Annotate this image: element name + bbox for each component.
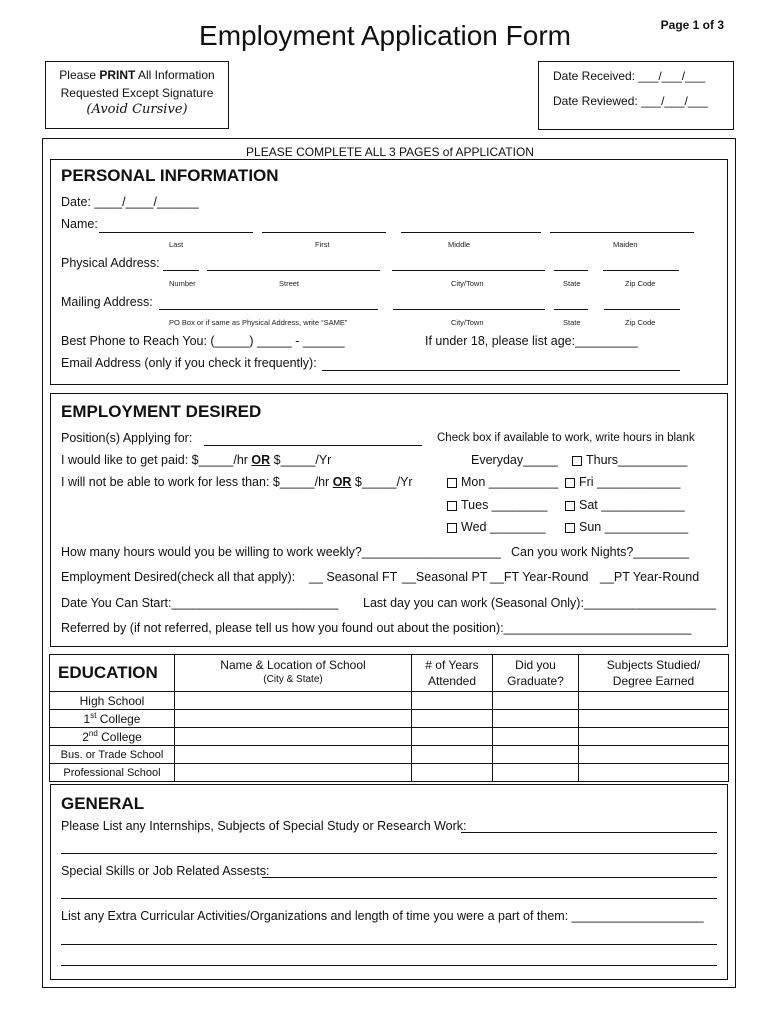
page-title: Employment Application Form xyxy=(199,20,571,51)
table-row xyxy=(50,710,729,728)
graduated-input[interactable] xyxy=(493,728,579,746)
graduated-input[interactable] xyxy=(493,746,579,764)
table-row xyxy=(50,746,729,764)
school-input[interactable] xyxy=(175,764,412,782)
table-row xyxy=(50,764,729,782)
row-label-trade-school: Bus. or Trade School xyxy=(50,746,175,764)
name-sub-first: First xyxy=(315,240,330,249)
years-column-subtitle: Attended xyxy=(427,674,477,688)
email-label: Email Address (only if you check it frequently): xyxy=(61,356,317,370)
activities-label[interactable]: List any Extra Curricular Activities/Organizations and length of time you were a part of them: ___________________ xyxy=(61,909,704,923)
education-table xyxy=(49,654,729,782)
school-column-header xyxy=(175,655,412,692)
graduated-input[interactable] xyxy=(493,764,579,782)
friday-field[interactable]: Fri ____________ xyxy=(565,475,680,489)
graduated-column-subtitle: Graduate? xyxy=(507,674,564,688)
skills-input-line-2[interactable] xyxy=(61,898,717,899)
school-input[interactable] xyxy=(175,692,412,710)
tuesday-field[interactable]: Tues ________ xyxy=(447,498,547,512)
seasonal-ft-option[interactable]: __ Seasonal FT xyxy=(309,570,398,584)
date-reviewed[interactable]: Date Reviewed: ___/___/___ xyxy=(553,94,708,108)
physical-state-input[interactable] xyxy=(554,270,588,271)
subjects-column-subtitle: Degree Earned xyxy=(612,674,695,688)
table-row xyxy=(50,728,729,746)
name-label: Name: xyxy=(61,217,98,231)
name-first-input[interactable] xyxy=(262,232,386,233)
instructions-line1: Please PRINT All Information xyxy=(59,68,215,82)
thursday-field[interactable]: Thurs__________ xyxy=(572,453,687,467)
activities-input-line-2[interactable] xyxy=(61,944,717,945)
physical-sub-number: Number xyxy=(169,279,196,288)
physical-number-input[interactable] xyxy=(163,270,199,271)
mailing-state-input[interactable] xyxy=(554,309,588,310)
subjects-input[interactable] xyxy=(579,746,729,764)
email-input[interactable] xyxy=(322,370,680,371)
physical-sub-street: Street xyxy=(279,279,300,288)
physical-sub-zip: Zip Code xyxy=(625,279,656,288)
row-label-2nd-college: 2nd College xyxy=(50,728,175,746)
physical-city-input[interactable] xyxy=(392,270,545,271)
friday-checkbox[interactable] xyxy=(565,478,575,488)
date-received[interactable]: Date Received: ___/___/___ xyxy=(553,69,706,83)
minimum-pay-field[interactable]: I will not be able to work for less than: $_____/hr OR $_____/Yr xyxy=(61,475,413,489)
school-column-title: Name & Location of School xyxy=(220,658,366,672)
education-header: EDUCATION xyxy=(58,663,158,682)
graduated-input[interactable] xyxy=(493,710,579,728)
thursday-checkbox[interactable] xyxy=(572,456,582,466)
last-day-field[interactable]: Last day you can work (Seasonal Only):___________________ xyxy=(363,596,717,610)
general-header: GENERAL xyxy=(61,794,145,813)
page-number: Page 1 of 3 xyxy=(660,18,724,32)
years-column-title: # of Years xyxy=(425,658,479,672)
physical-address-label: Physical Address: xyxy=(61,256,160,270)
internships-label: Please List any Internships, Subjects of Special Study or Research Work: xyxy=(61,819,467,833)
row-label-high-school: High School xyxy=(50,692,175,710)
physical-sub-city: City/Town xyxy=(451,279,484,288)
instructions-line3: (Avoid Cursive) xyxy=(86,102,188,117)
name-last-input[interactable] xyxy=(99,232,253,233)
education-header-cell xyxy=(50,655,175,692)
mailing-pobox-input[interactable] xyxy=(159,309,378,310)
saturday-checkbox[interactable] xyxy=(565,501,575,511)
wednesday-checkbox[interactable] xyxy=(447,523,457,533)
office-use-box xyxy=(538,61,734,130)
name-maiden-input[interactable] xyxy=(550,232,694,233)
name-sub-maiden: Maiden xyxy=(613,240,638,249)
mailing-city-input[interactable] xyxy=(393,309,545,310)
subjects-input[interactable] xyxy=(579,764,729,782)
under-18-age-field[interactable]: If under 18, please list age:_________ xyxy=(425,334,638,348)
availability-note: Check box if available to work, write hours in blank xyxy=(437,432,695,444)
subjects-column-header xyxy=(579,655,729,692)
mailing-sub-state: State xyxy=(563,318,581,327)
skills-label: Special Skills or Job Related Assests: xyxy=(61,864,270,878)
school-input[interactable] xyxy=(175,746,412,764)
mailing-sub-pobox: PO Box or if same as Physical Address, write “SAME” xyxy=(169,318,348,327)
school-column-subtitle: (City & State) xyxy=(263,674,323,685)
position-label: Position(s) Applying for: xyxy=(61,431,193,445)
sunday-field[interactable]: Sun ____________ xyxy=(565,520,688,534)
wednesday-field[interactable]: Wed ________ xyxy=(447,520,546,534)
years-column-header xyxy=(412,655,493,692)
mailing-zip-input[interactable] xyxy=(604,309,680,310)
internships-input-line-2[interactable] xyxy=(61,853,717,854)
date-field[interactable]: Date: ____/____/______ xyxy=(61,195,199,209)
employment-header: EMPLOYMENT DESIRED xyxy=(61,402,262,421)
ft-year-round-option[interactable]: __FT Year-Round xyxy=(490,570,589,584)
row-label-professional-school: Professional School xyxy=(50,764,175,782)
nights-field[interactable]: Can you work Nights?________ xyxy=(511,545,689,559)
internships-input[interactable] xyxy=(461,832,717,833)
activities-input-line-3[interactable] xyxy=(61,965,717,966)
table-row xyxy=(50,692,729,710)
graduated-column-header xyxy=(493,655,579,692)
mailing-address-label: Mailing Address: xyxy=(61,295,153,309)
name-middle-input[interactable] xyxy=(401,232,541,233)
desired-pay-field[interactable]: I would like to get paid: $_____/hr OR $_____/Yr xyxy=(61,453,332,467)
weekly-hours-field[interactable]: How many hours would you be willing to work weekly?____________________ xyxy=(61,545,501,559)
pt-year-round-option[interactable]: __PT Year-Round xyxy=(600,570,700,584)
notice: PLEASE COMPLETE ALL 3 PAGES of APPLICATION xyxy=(246,145,534,159)
personal-information-section xyxy=(50,159,728,385)
years-input[interactable] xyxy=(412,728,493,746)
mailing-sub-city: City/Town xyxy=(451,318,484,327)
instructions-box xyxy=(45,61,229,129)
skills-input[interactable] xyxy=(262,877,717,878)
employment-desired-section xyxy=(50,393,728,647)
graduated-input[interactable] xyxy=(493,692,579,710)
saturday-field[interactable]: Sat ____________ xyxy=(565,498,685,512)
years-input[interactable] xyxy=(412,764,493,782)
monday-checkbox[interactable] xyxy=(447,478,457,488)
physical-sub-state: State xyxy=(563,279,581,288)
school-input[interactable] xyxy=(175,710,412,728)
subjects-input[interactable] xyxy=(579,728,729,746)
instructions-line2: Requested Except Signature xyxy=(60,86,214,100)
start-date-field[interactable]: Date You Can Start:________________________ xyxy=(61,596,339,610)
tuesday-checkbox[interactable] xyxy=(447,501,457,511)
physical-street-input[interactable] xyxy=(207,270,380,271)
physical-zip-input[interactable] xyxy=(603,270,679,271)
graduated-column-title: Did you xyxy=(515,658,556,672)
phone-field[interactable]: Best Phone to Reach You: (_____) _____ - ______ xyxy=(61,334,345,348)
personal-header: PERSONAL INFORMATION xyxy=(61,166,279,185)
years-input[interactable] xyxy=(412,746,493,764)
mailing-sub-zip: Zip Code xyxy=(625,318,656,327)
subjects-column-title: Subjects Studied/ xyxy=(606,658,701,672)
name-sub-middle: Middle xyxy=(448,240,471,249)
position-input[interactable] xyxy=(204,445,422,446)
subjects-input[interactable] xyxy=(579,692,729,710)
monday-field[interactable]: Mon __________ xyxy=(447,475,558,489)
sunday-checkbox[interactable] xyxy=(565,523,575,533)
seasonal-pt-option[interactable]: __Seasonal PT xyxy=(402,570,488,584)
years-input[interactable] xyxy=(412,710,493,728)
school-input[interactable] xyxy=(175,728,412,746)
everyday-field[interactable]: Everyday_____ xyxy=(471,453,558,467)
years-input[interactable] xyxy=(412,692,493,710)
referred-by-field[interactable]: Referred by (if not referred, please tell us how you found out about the position):___________________________ xyxy=(61,621,692,635)
employment-type-label: Employment Desired(check all that apply): xyxy=(61,570,296,584)
subjects-input[interactable] xyxy=(579,710,729,728)
name-sub-last: Last xyxy=(169,240,184,249)
general-section xyxy=(50,784,728,980)
row-label-1st-college: 1st College xyxy=(50,710,175,728)
